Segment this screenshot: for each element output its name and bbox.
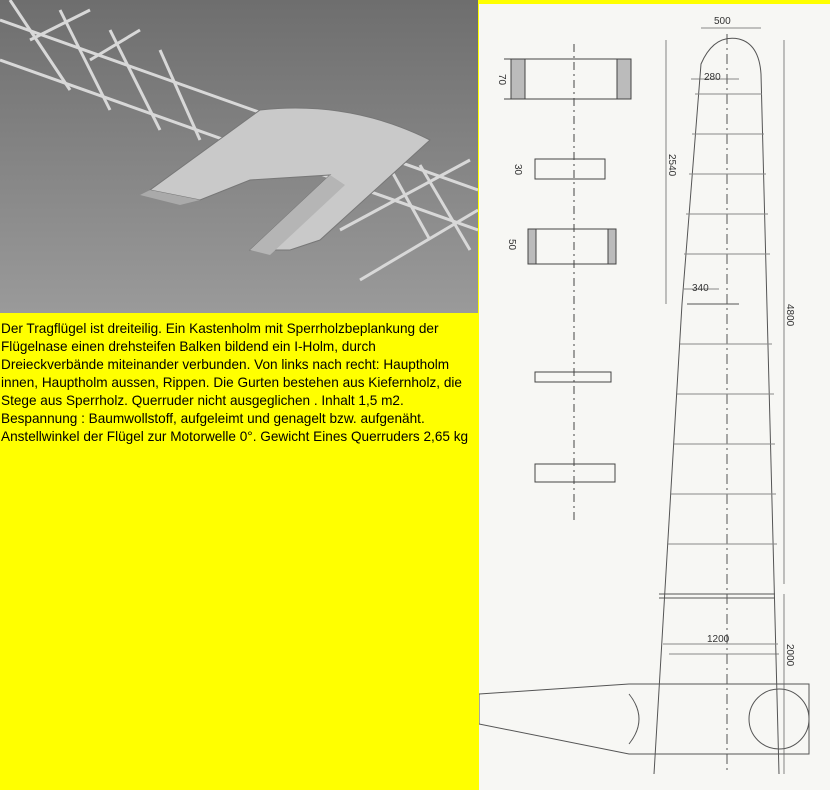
dim-section-length: 2540 (666, 154, 677, 177)
dim-tip-width: 500 (714, 16, 731, 27)
wing-technical-drawing (479, 4, 830, 790)
wing-structure-photo (0, 0, 478, 313)
caption-text: Der Tragflügel ist dreiteilig. Ein Kastenholm mit Sperrholzbeplankung der Flügelnase einen drehsteifen Balken bildend ein I-Holm, durch Dreieckverbände miteinander verbunden. Von links nach recht: Hauptholm innen, Hauptholm aussen, Rippen. Die Gurten bestehen aus Kiefernholz, die Stege aus Sperrholz. Querruder nicht ausgeglichen . Inhalt 1,5 m2. Bespannung : Baumwollstoff, aufgeleimt und genagelt bzw. aufgenäht. Anstellwinkel der Flügel zur Motorwelle 0°. Gewicht Eines Querruders 2,65 kg (1, 321, 469, 444)
dim-spar-height-1: 70 (496, 74, 507, 86)
dim-mid-chord: 340 (692, 283, 709, 294)
dim-root-section: 2000 (784, 644, 795, 667)
dim-total-span: 4800 (784, 304, 795, 327)
dim-root-chord: 1200 (707, 634, 730, 645)
dim-tip-chord: 280 (704, 72, 721, 83)
dim-spar-height-3: 50 (506, 239, 517, 251)
dim-spar-height-2: 30 (512, 164, 523, 176)
